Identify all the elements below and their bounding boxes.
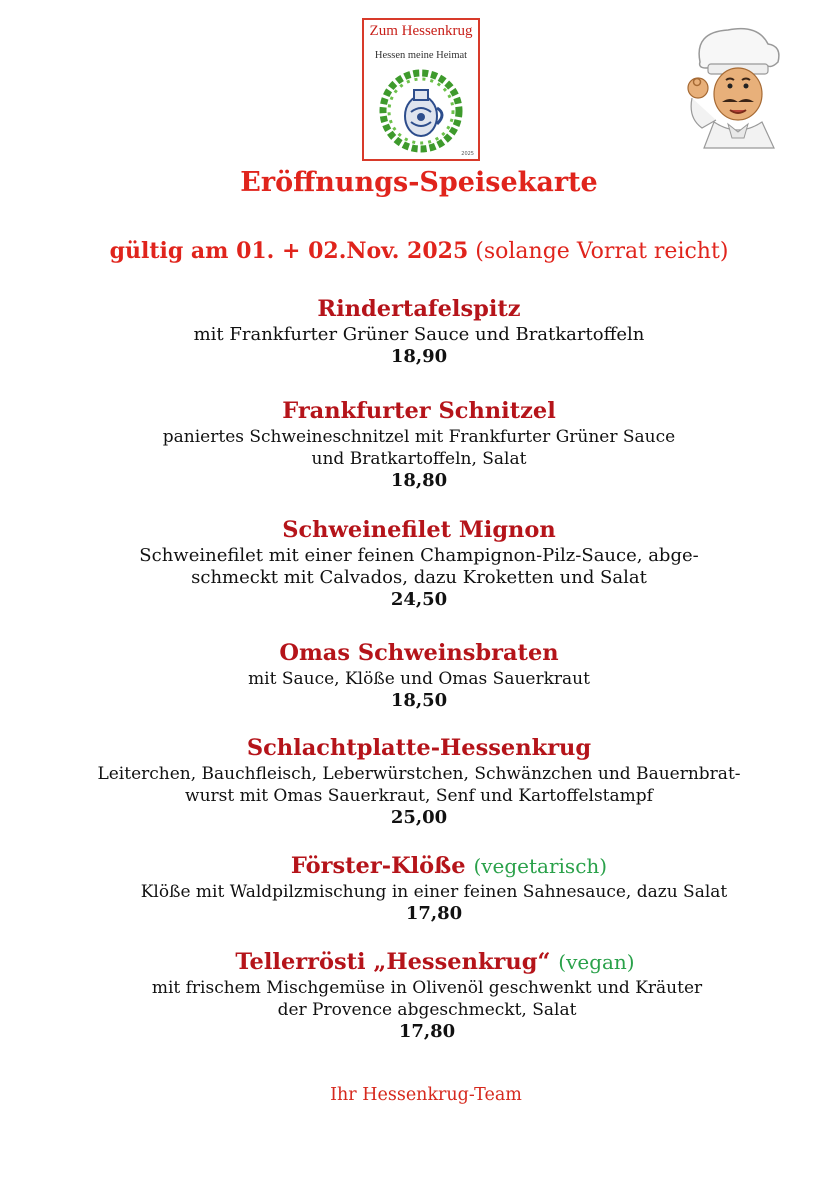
dish-description (0, 668, 838, 690)
dish-diet-tag: (vegan) (558, 950, 635, 974)
menu-item (0, 397, 838, 492)
dish-name: Rindertafelspitz (317, 296, 521, 322)
dish-description (0, 881, 838, 903)
dish-description-line: mit frischem Mischgemüse in Olivenöl geschwenkt und Kräuter (151, 978, 703, 998)
dish-name: Schweinefilet Mignon (282, 517, 556, 543)
validity-line (0, 238, 838, 264)
dish-price: 17,80 (398, 1021, 456, 1042)
dish-description-line: mit Sauce, Klöße und Omas Sauerkraut (248, 669, 590, 689)
dish-price: 17,80 (405, 903, 463, 924)
restaurant-logo (362, 18, 480, 161)
dish-description-line: paniertes Schweineschnitzel mit Frankfurter Grüner Sauce (162, 427, 676, 447)
dish-description (0, 324, 838, 346)
validity-date: gültig am 01. + 02.Nov. 2025 (109, 238, 469, 264)
dish-name-line (30, 852, 838, 881)
dish-name-line (16, 948, 838, 977)
dish-price: 18,50 (390, 690, 448, 711)
dish-description-line: mit Frankfurter Grüner Sauce und Bratkartoffeln (193, 324, 645, 345)
menu-item (0, 516, 838, 611)
dish-name: Schlachtplatte-Hessenkrug (246, 735, 592, 761)
dish-diet-tag: (vegetarisch) (473, 854, 608, 878)
validity-note: (solange Vorrat reicht) (475, 239, 729, 264)
logo-subtitle: Hessen meine Heimat (374, 50, 468, 61)
dish-name: Omas Schweinsbraten (279, 640, 559, 666)
bembel-wreath-icon (373, 66, 469, 156)
menu-item (0, 639, 838, 712)
dish-description (0, 763, 838, 807)
chef-icon (678, 24, 786, 152)
dish-description (0, 977, 838, 1021)
dish-price: 25,00 (390, 807, 448, 828)
logo-year: 2025 (461, 151, 474, 157)
menu-item (0, 295, 838, 368)
dish-description-line: Leiterchen, Bauchfleisch, Leberwürstchen, Schwänzchen und Bauernbrat- (97, 764, 741, 784)
dish-description-line: der Provence abgeschmeckt, Salat (277, 1000, 577, 1020)
signature: Ihr Hessenkrug-Team (330, 1085, 522, 1105)
dish-description-line: und Bratkartoffeln, Salat (311, 449, 527, 469)
dish-name: Frankfurter Schnitzel (282, 398, 556, 424)
menu-item (16, 948, 838, 1043)
dish-price: 18,80 (390, 470, 448, 491)
logo-title: Zum Hessenkrug (369, 23, 473, 39)
menu-item (30, 852, 838, 925)
dish-description-line: Schweinefilet mit einer feinen Champignon-Pilz-Sauce, abge- (139, 545, 699, 566)
dish-description-line: schmeckt mit Calvados, dazu Kroketten und Salat (191, 567, 647, 588)
dish-name: Förster-Klöße (290, 853, 466, 879)
menu-title: Eröffnungs-Speisekarte (240, 167, 598, 198)
dish-price: 24,50 (390, 589, 448, 610)
dish-description-line: Klöße mit Waldpilzmischung in einer feinen Sahnesauce, dazu Salat (140, 882, 728, 902)
dish-description-line: wurst mit Omas Sauerkraut, Senf und Kartoffelstampf (185, 786, 653, 806)
dish-price: 18,90 (390, 346, 448, 367)
dish-description (0, 426, 838, 470)
dish-description (0, 545, 838, 589)
menu-item (0, 734, 838, 829)
dish-name: Tellerrösti „Hessenkrug“ (235, 949, 551, 975)
